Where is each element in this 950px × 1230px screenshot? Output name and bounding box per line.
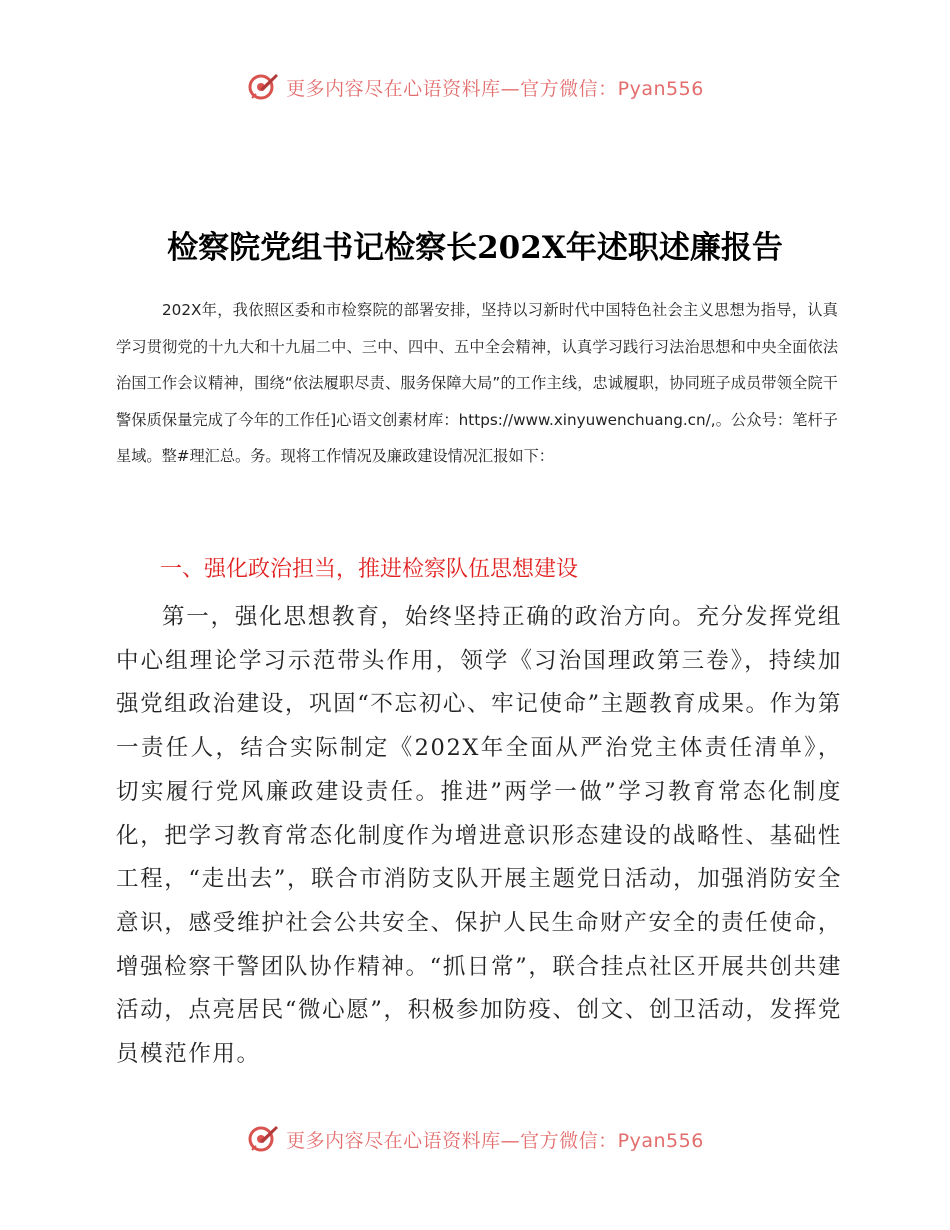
watermark-text: 更多内容尽在心语资料库—官方微信：Pyan556 [286,77,704,100]
intro-paragraph: 202X年，我依照区委和市检察院的部署安排，坚持以习新时代中国特色社会主义思想为指导，认真学习贯彻党的十九大和十九届二中、三中、四中、五中全会精神，认真学习践行习法治思想和中央全面依法治国工作会议精神，围绕“依法履职尽责、服务保障大局”的工作主线，忠诚履职，协同班子成员带领全院干警保质保量完成了今年的工作任]心语文创素材库：https://www.xinyuwenchuang.cn/,。公众号：笔杆子星域。整#理汇总。务。现将工作情况及廉政建设情况汇报如下： [116,301,838,466]
header-watermark [0,70,950,104]
document-title: 检察院党组书记检察长202X年述职述廉报告 [167,230,783,266]
body-paragraph: 第一，强化思想教育，始终坚持正确的政治方向。充分发挥党组中心组理论学习示范带头作用，领学《习治国理政第三卷》，持续加强党组政治建设，巩固“不忘初心、牢记使命”主题教育成果。作为第一责任人，结合实际制定《202X年全面从严治党主体责任清单》，切实履行党风廉政建设责任。推进”两学一做”学习教育常态化制度化，把学习教育常态化制度作为增进意识形态建设的战略性、基础性工程，“走出去”，联合市消防支队开展主题党日活动，加强消防安全意识，感受维护社会公共安全、保护人民生命财产安全的责任使命，增强检察干警团队协作精神。“抓日常”，联合挂点社区开展共创共建活动，点亮居民“微心愿”，积极参加防疫、创文、创卫活动，发挥党员模范作用。 [116,604,842,1068]
footer-watermark [0,1122,950,1156]
quill-pen-logo-icon [246,1122,280,1156]
watermark-text: 更多内容尽在心语资料库—官方微信：Pyan556 [286,1129,704,1152]
quill-pen-logo-icon [246,70,280,104]
section-heading: 一、强化政治担当，推进检察队伍思想建设 [160,557,579,582]
